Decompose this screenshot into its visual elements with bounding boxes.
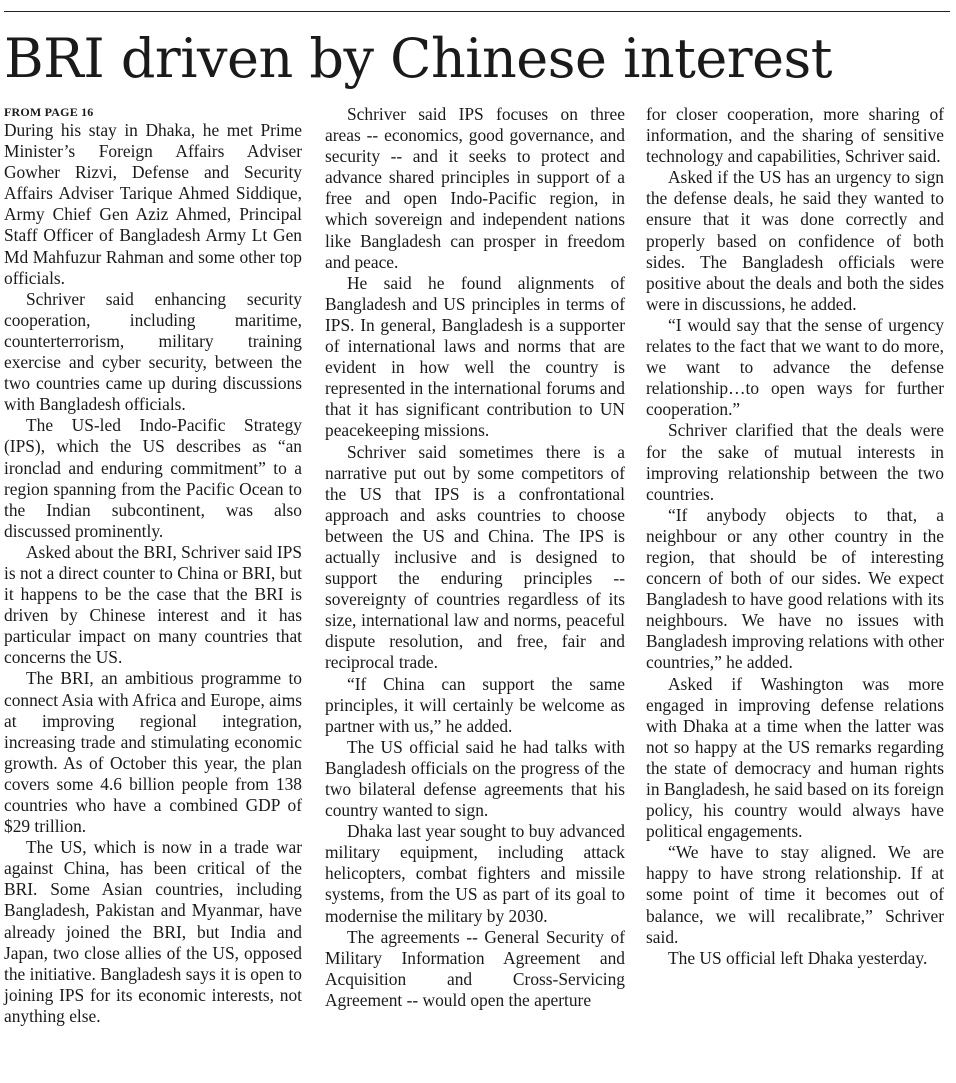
paragraph: Schriver said sometimes there is a narrative put out by some competitors of the US that IPS is a confrontational approach and asks countries to choose between the US and China. The IPS is actually inclusive and is designed to support the enduring principles -- sovereignty of countries regardless of its size, international law and norms, peaceful dispute resolution, and free, fair and reciprocal trade. [325, 441, 625, 673]
paragraph: The US-led Indo-Pacific Strategy (IPS), which the US describes as “an ironclad and enduring commitment” to a region spanning from the Pacific Ocean to the Indian subcontinent, was also discussed prominently. [4, 415, 302, 541]
paragraph: He said he found alignments of Bangladesh and US principles in terms of IPS. In general, Bangladesh is a supporter of international laws and norms that are evident in how well the country is represented in the international forums and that it has significant contribution to UN peacekeeping missions. [325, 272, 625, 441]
paragraph: Dhaka last year sought to buy advanced military equipment, including attack helicopters, combat fighters and missile systems, from the US as part of its goal to modernise the military by 2030. [325, 821, 625, 926]
paragraph: The US, which is now in a trade war against China, has been critical of the BRI. Some Asian countries, including Bangladesh, Pakistan and Myanmar, have already joined the BRI, but India and Japan, two close allies of the US, opposed the initiative. Bangladesh says it is open to joining IPS for its economic interests, not anything else. [4, 837, 302, 1026]
article-column-2 [325, 104, 625, 1011]
article-column-1 [4, 104, 302, 1027]
paragraph: “We have to stay aligned. We are happy to have strong relationship. If at some point of time it becomes out of balance, we will recalibrate,” Schriver said. [646, 842, 944, 947]
paragraph: The agreements -- General Security of Military Information Agreement and Acquisition and Cross-Servicing Agreement -- would open the aperture [325, 926, 625, 1010]
paragraph: During his stay in Dhaka, he met Prime Minister’s Foreign Affairs Adviser Gowher Rizvi, Defense and Security Affairs Adviser Tarique Ahmed Siddique, Army Chief Gen Aziz Ahmed, Principal Staff Officer of Bangladesh Army Lt Gen Md Mahfuzur Rahman and some other top officials. [4, 120, 302, 288]
kicker-from-page: FROM PAGE 16 [4, 105, 94, 119]
paragraph-continued: for closer cooperation, more sharing of information, and the sharing of sensitive technology and capabilities, Schriver said. [646, 104, 944, 167]
paragraph: “If anybody objects to that, a neighbour or any other country in the region, that should be of interesting concern of both of our sides. We expect Bangladesh to have good relations with its neighbours. We have no issues with Bangladesh improving relations with other countries,” he added. [646, 504, 944, 673]
paragraph: The US official said he had talks with Bangladesh officials on the progress of the two bilateral defense agreements that his country wanted to sign. [325, 736, 625, 821]
headline: BRI driven by Chinese interest [4, 27, 832, 90]
paragraph: The BRI, an ambitious programme to connect Asia with Africa and Europe, aims at improving regional integration, increasing trade and stimulating economic growth. As of October this year, the plan covers some 4.6 billion people from 138 countries who have a combined GDP of $29 trillion. [4, 668, 302, 837]
paragraph: Schriver said IPS focuses on three areas -- economics, good governance, and security -- and it seeks to protect and advance shared principles in support of a free and open Indo-Pacific region, in which sovereign and independent nations like Bangladesh can prosper in freedom and peace. [325, 104, 625, 272]
article-column-3 [646, 104, 944, 969]
paragraph: Asked if the US has an urgency to sign the defense deals, he said they wanted to ensure that it was done correctly and properly based on confidence of both sides. The Bangladesh officials were positive about the deals and both the sides were in discussions, he added. [646, 167, 944, 314]
paragraph: Asked if Washington was more engaged in improving defense relations with Dhaka at a time when the latter was not so happy at the US remarks regarding the state of democracy and human rights in Bangladesh, he said based on its foreign policy, his country would always have political engagements. [646, 673, 944, 842]
paragraph: The US official left Dhaka yesterday. [668, 947, 928, 968]
top-rule [4, 11, 950, 12]
paragraph: “If China can support the same principles, it will certainly be welcome as partner with us,” he added. [325, 673, 625, 736]
paragraph: “I would say that the sense of urgency relates to the fact that we want to do more, we want to advance the defense relationship…to open ways for further cooperation.” [646, 314, 944, 420]
paragraph: Schriver said enhancing security cooperation, including maritime, counterterrorism, military training exercise and cyber security, between the two countries came up during discussions with Bangladesh officials. [4, 288, 302, 415]
paragraph: Asked about the BRI, Schriver said IPS is not a direct counter to China or BRI, but it happens to be the case that the BRI is driven by Chinese interest and it has particular impact on many countries that concerns the US. [4, 541, 302, 668]
paragraph: Schriver clarified that the deals were for the sake of mutual interests in improving relationship between the two countries. [646, 420, 944, 504]
